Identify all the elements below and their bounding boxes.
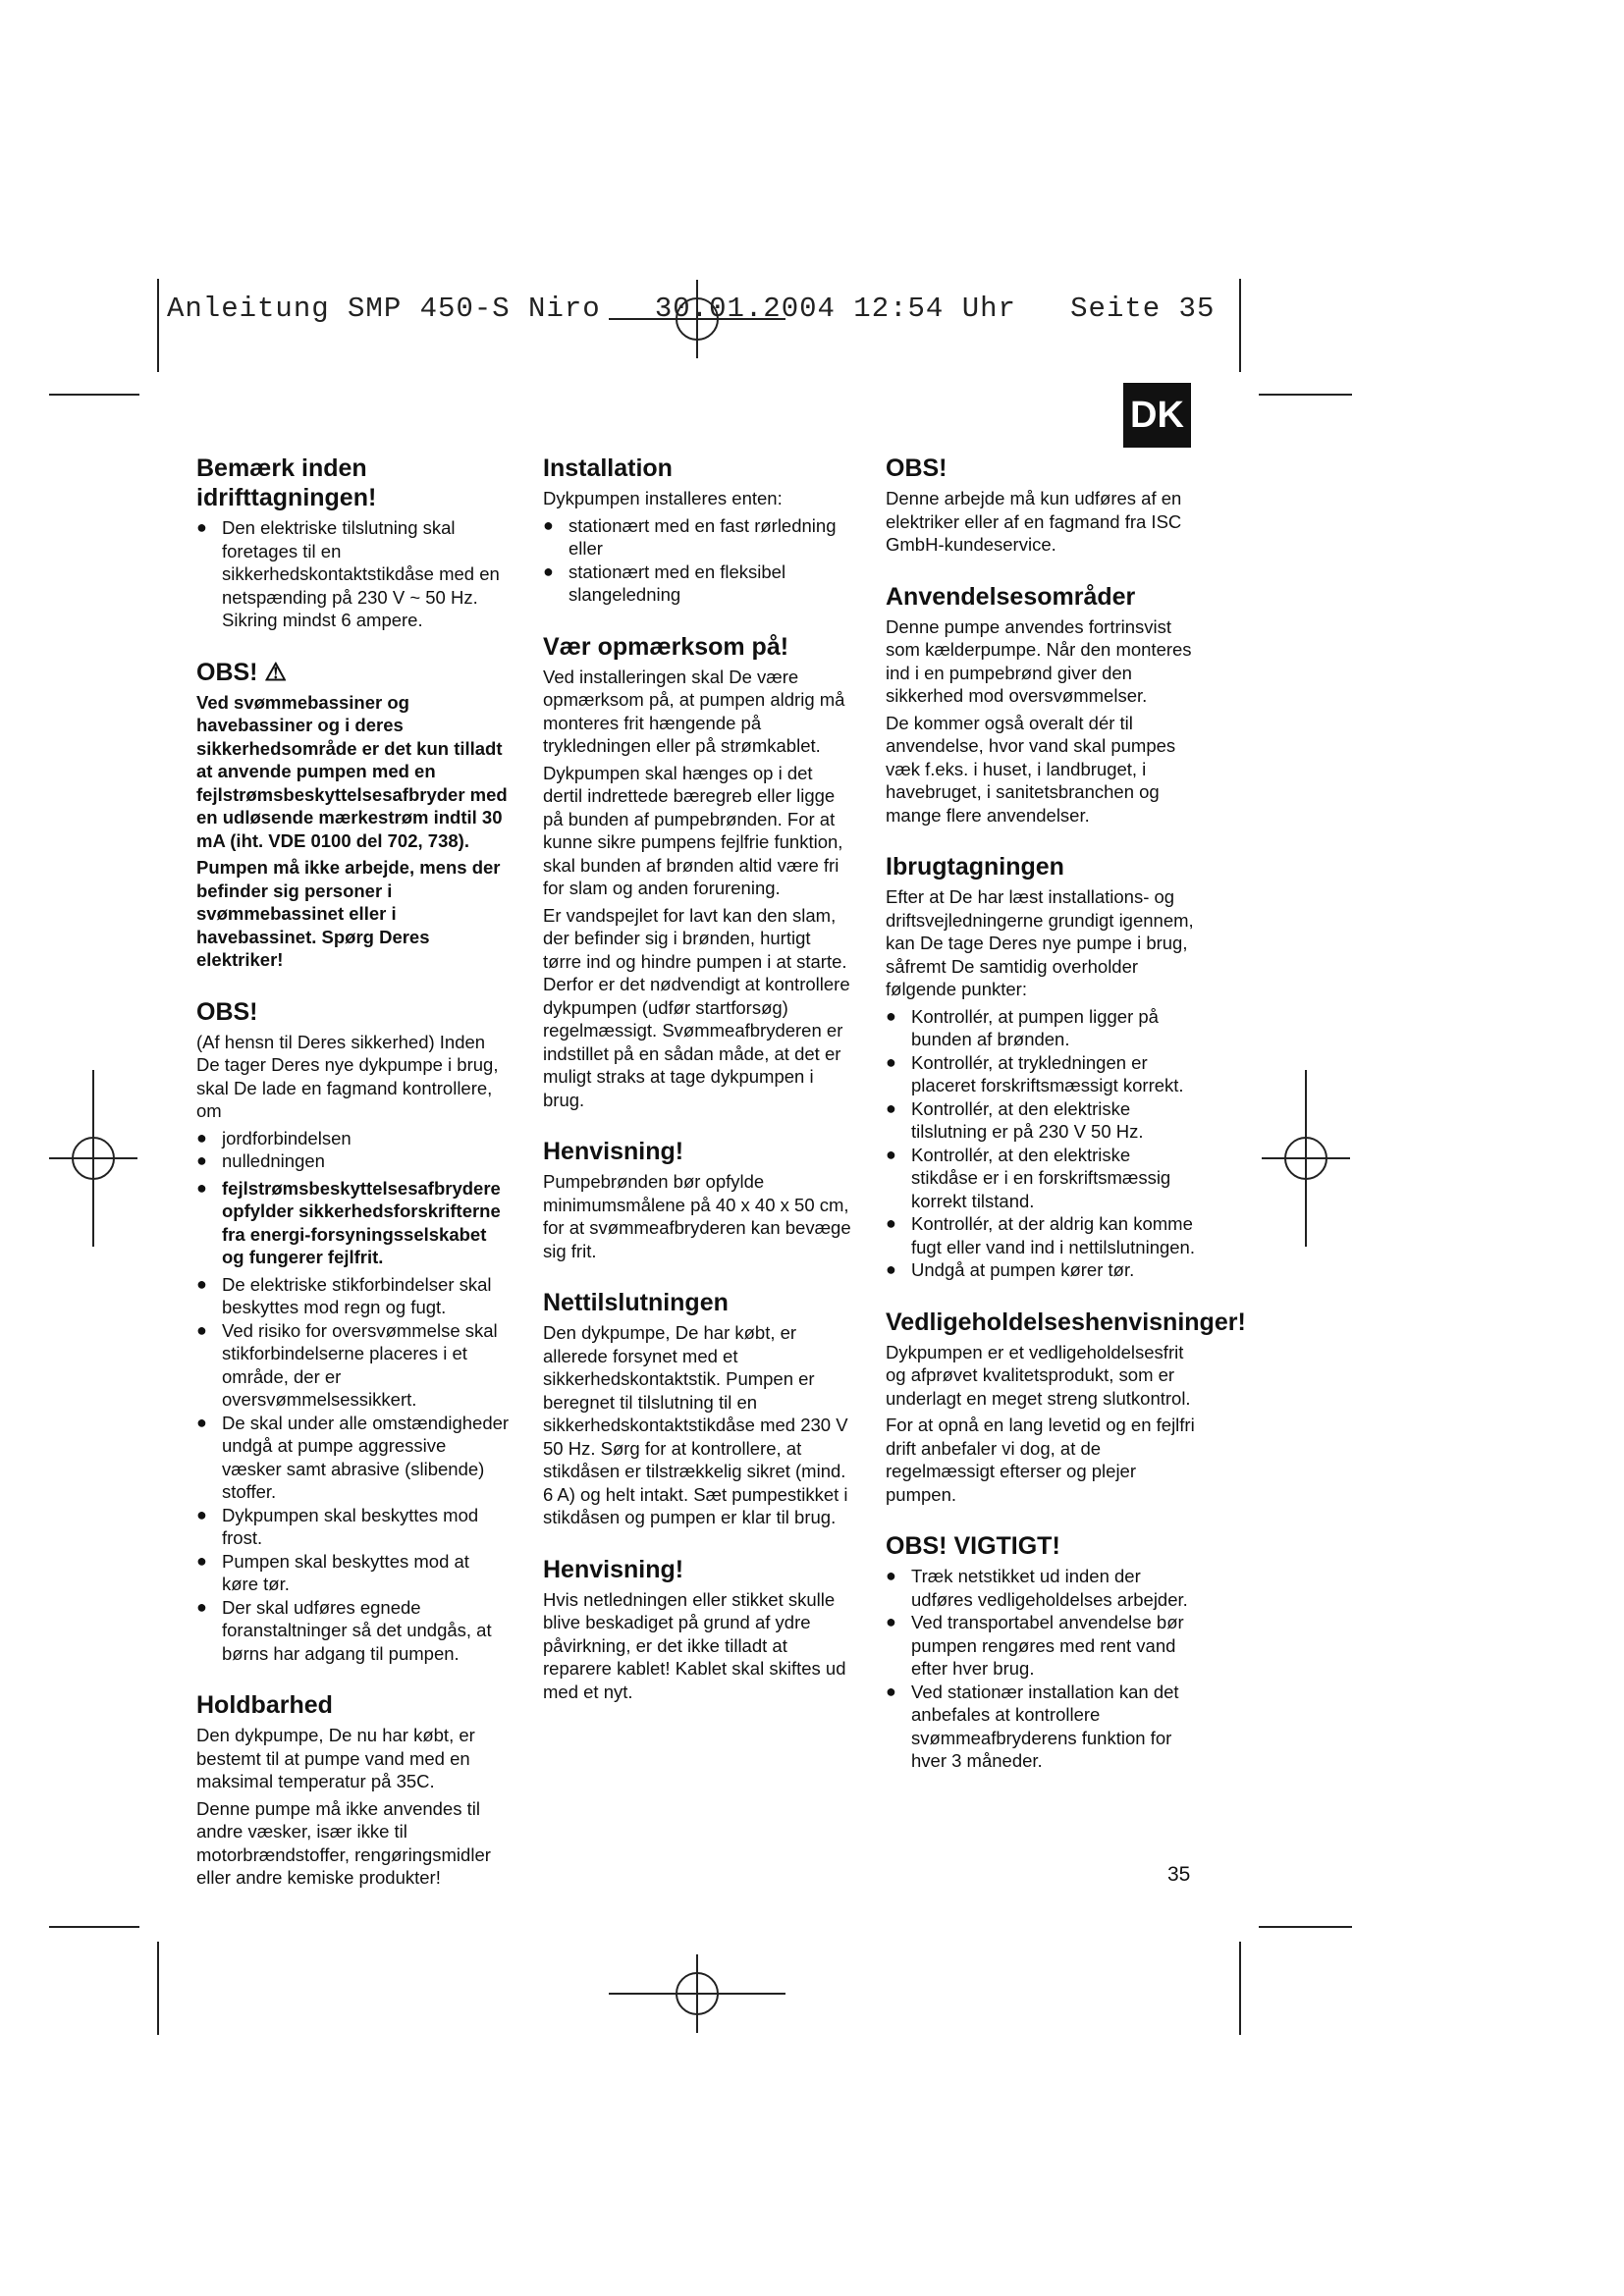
section-title: OBS! VIGTIGT!: [886, 1532, 1060, 1560]
section-title: Henvisning!: [543, 1555, 684, 1583]
list-item: ● Ved stationær installation kan det anbefales at kontrollere svømmeafbryderens funktion for hver 3 måneder.: [886, 1681, 1198, 1773]
section-title: OBS! ⚠: [196, 658, 287, 686]
section-title: Bemærk inden idrifttagningen!: [196, 454, 377, 511]
section-before-use: [196, 454, 511, 632]
column-1: [196, 454, 511, 1915]
section-title: Henvisning!: [543, 1138, 684, 1165]
list-item: ● De elektriske stikforbindelser skal beskyttes mod regn og fugt.: [196, 1273, 511, 1319]
section-title: OBS!: [196, 997, 258, 1026]
section-obs-warning: [196, 658, 511, 972]
crop-mark: [157, 279, 159, 372]
column-3: [886, 454, 1246, 1798]
section-title: Anvendelsesområder: [886, 582, 1136, 611]
bullet-list: [196, 1177, 511, 1269]
section-title: Vedligeholdelseshenvisninger!: [886, 1308, 1246, 1336]
paragraph: (Af hensn til Deres sikkerhed) Inden De tager Deres nye dykpumpe i brug, skal De lade en fagmand kontrollere, om: [196, 1031, 499, 1121]
paragraph: Ved svømmebassiner og havebassiner og i deres sikkerhedsområde er det kun tilladt at anvende pumpen med en fejlstrømsbeskyttelsesafbryder med en udløsende mærkestrøm indtil 30 mA (iht. VDE 0100 del 702, 738).: [196, 691, 508, 851]
section-attention: [543, 632, 852, 1112]
print-header: Anleitung SMP 450-S Niro 30.01.2004 12:54 Uhr Seite 35: [167, 293, 1216, 325]
paragraph: Ved installeringen skal De være opmærksom på, at pumpen aldrig må monteres frit hængende på trykledningen eller på strømkablet.: [543, 666, 845, 756]
bullet-list: [196, 516, 511, 632]
list-item: ● Kontrollér, at trykledningen er placeret forskriftsmæssigt korrekt.: [886, 1051, 1198, 1097]
section-note-cable: [543, 1555, 852, 1704]
list-item: ● fejlstrømsbeskyttelsesafbrydere opfylder sikkerhedsforskrifterne fra energi-forsyningsselskabet og fungerer fejlfrit.: [196, 1177, 511, 1269]
list-item: ● De skal under alle omstændigheder undgå at pumpe aggressive væsker samt abrasive (slibende) stoffer.: [196, 1412, 511, 1504]
paragraph: Dykpumpen er et vedligeholdelsesfrit og afprøvet kvalitetsprodukt, som er underlagt en meget streng slutkontrol.: [886, 1341, 1191, 1409]
crop-mark: [1239, 279, 1241, 372]
section-title: Holdbarhed: [196, 1691, 333, 1719]
column-2: [543, 454, 852, 1729]
list-item: ● Kontrollér, at den elektriske tilslutning er på 230 V 50 Hz.: [886, 1097, 1198, 1144]
list-item: ● Træk netstikket ud inden der udføres vedligeholdelses arbejder.: [886, 1565, 1198, 1611]
crop-mark: [1259, 1926, 1352, 1928]
paragraph: Pumpen må ikke arbejde, mens der befinder sig personer i svømmebassinet eller i havebassinet. Spørg Deres elektriker!: [196, 857, 501, 970]
section-applications: [886, 582, 1198, 828]
bullet-list: [196, 1273, 511, 1666]
list-item: ● stationært med en fleksibel slangeledning: [543, 561, 852, 607]
bullet-list: [886, 1005, 1198, 1282]
paragraph: Efter at De har læst installations- og driftsvejledningerne grundigt igennem, kan De tage Deres nye pumpe i brug, såfremt De samtidig overholder følgende punkter:: [886, 886, 1194, 999]
section-commissioning: [886, 852, 1198, 1282]
registration-mark-left: [49, 1070, 137, 1247]
section-title: Nettilslutningen: [543, 1289, 729, 1316]
paragraph: Dykpumpen installeres enten:: [543, 488, 783, 508]
section-mains-connection: [543, 1288, 852, 1529]
bullet-list: [886, 1565, 1198, 1773]
section-obs-electrician: [886, 454, 1198, 557]
section-obs-safety: [196, 997, 511, 1666]
section-title: Ibrugtagningen: [886, 853, 1064, 881]
paragraph: Denne pumpe må ikke anvendes til andre væsker, især ikke til motorbrændstoffer, rengøringsmidler eller andre kemiske produkter!: [196, 1797, 491, 1888]
paragraph: Den dykpumpe, De har købt, er allerede forsynet med et sikkerhedskontaktstik. Pumpen er beregnet til tilslutning til en sikkerhedskontaktstikdåse med 230 V 50 Hz. Sørg for at kontrollere, at stikdåsen er tilstrækkelig sikret (mind. 6 A) og helt intakt. Sæt pumpestikket i stikdåsen og pumpen er klar til brug.: [543, 1322, 848, 1527]
list-item: ● nulledningen: [196, 1149, 511, 1173]
list-item: ● Kontrollér, at den elektriske stikdåse er i en forskriftsmæssig korrekt tilstand.: [886, 1144, 1198, 1213]
crop-mark: [1239, 1942, 1241, 2035]
list-item: ● Kontrollér, at der aldrig kan komme fugt eller vand ind i nettilslutningen.: [886, 1212, 1198, 1258]
paragraph: Er vandspejlet for lavt kan den slam, der befinder sig i brønden, hurtigt tørre ind og hindre pumpen i at starte. Derfor er det nødvendigt at kontrollere dykpumpen (udfør startforsøg) regelmæssigt. Svømmeafbryderen er indstillet på en sådan måde, at det er muligt straks at tage dykpumpen i brug.: [543, 904, 850, 1110]
crop-mark: [49, 394, 139, 396]
paragraph: Dykpumpen skal hænges op i det dertil indrettede bæregreb eller ligge på bunden af pumpebrønden. For at kunne sikre pumpens fejlfrie funktion, skal bunden af brønden altid være fri for slam og anden forurening.: [543, 762, 843, 898]
paragraph: De kommer også overalt dér til anvendelse, hvor vand skal pumpes væk f.eks. i huset, i landbruget, i havebruget, i sanitetsbranchen og mange flere anvendelser.: [886, 712, 1176, 826]
list-item: ● Kontrollér, at pumpen ligger på bunden af brønden.: [886, 1005, 1198, 1051]
paragraph: Den dykpumpe, De nu har købt, er bestemt til at pumpe vand med en maksimal temperatur på 35C.: [196, 1725, 475, 1791]
paragraph: Hvis netledningen eller stikket skulle blive beskadiget på grund af ydre påvirkning, er det ikke tilladt at reparere kablet! Kablet skal skiftes ud med et nyt.: [543, 1588, 846, 1702]
bullet-list: [543, 514, 852, 607]
paragraph: Denne pumpe anvendes fortrinsvist som kælderpumpe. Når den monteres ind i en pumpebrønd giver den sikkerhed mod oversvømmelser.: [886, 615, 1192, 706]
section-title: OBS!: [886, 454, 947, 482]
crop-mark: [49, 1926, 139, 1928]
language-badge: DK: [1123, 383, 1191, 448]
list-item: ● Den elektriske tilslutning skal foretages til en sikkerhedskontaktstikdåse med en netspænding på 230 V ~ 50 Hz. Sikring mindst 6 ampere.: [196, 516, 511, 632]
crop-mark: [1259, 394, 1352, 396]
page-number: 35: [1167, 1863, 1191, 1886]
registration-mark-right: [1262, 1070, 1350, 1247]
section-title: Vær opmærksom på!: [543, 632, 789, 661]
crop-mark: [157, 1942, 159, 2035]
paragraph: For at opnå en lang levetid og en fejlfri drift anbefaler vi dog, at de regelmæssigt efterser og plejer pumpen.: [886, 1415, 1195, 1505]
section-durability: [196, 1690, 511, 1890]
bullet-list: [196, 1127, 511, 1173]
list-item: ● Dykpumpen skal beskyttes mod frost.: [196, 1504, 511, 1550]
paragraph: Denne arbejde må kun udføres af en elektriker eller af en fagmand fra ISC GmbH-kundeservice.: [886, 488, 1182, 555]
list-item: ● Pumpen skal beskyttes mod at køre tør.: [196, 1550, 511, 1596]
list-item: ● Ved risiko for oversvømmelse skal stikforbindelserne placeres i et område, der er oversvømmelsessikkert.: [196, 1319, 511, 1412]
section-maintenance: [886, 1308, 1246, 1507]
section-obs-important: [886, 1531, 1198, 1773]
list-item: ● stationært med en fast rørledning eller: [543, 514, 852, 561]
registration-mark-bottom: [609, 1954, 785, 2033]
list-item: ● jordforbindelsen: [196, 1127, 511, 1150]
paragraph: Pumpebrønden bør opfylde minimumsmålene på 40 x 40 x 50 cm, for at svømmeafbryderen kan bevæge sig frit.: [543, 1171, 851, 1261]
section-note-well: [543, 1137, 852, 1262]
list-item: ● Ved transportabel anvendelse bør pumpen rengøres med rent vand efter hver brug.: [886, 1611, 1198, 1681]
list-item: ● Undgå at pumpen kører tør.: [886, 1258, 1198, 1282]
section-installation: [543, 454, 852, 607]
section-title: Installation: [543, 454, 673, 482]
list-item: ● Der skal udføres egnede foranstaltninger så det undgås, at børns har adgang til pumpen.: [196, 1596, 511, 1666]
